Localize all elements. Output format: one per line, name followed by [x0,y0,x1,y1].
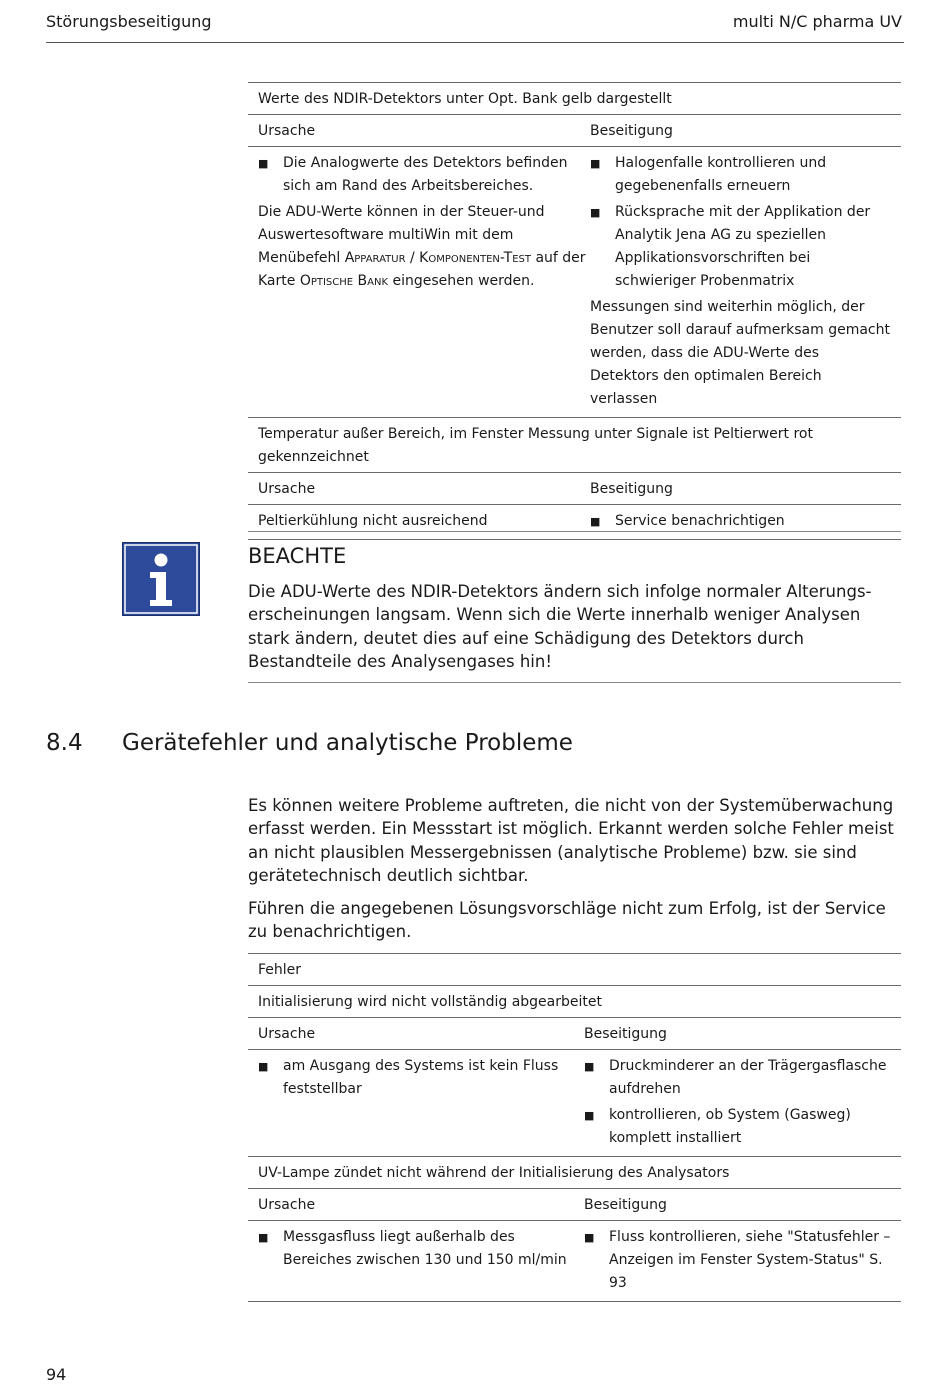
column-header-row [248,114,901,146]
fix-cell [590,510,891,536]
cause-fix-row [248,504,901,540]
section-paragraph: Es können weitere Probleme auftreten, die nicht von der Systemüberwachung erfasst werden. Ein Messstart ist möglich. Erkannt werden solche Fehler meist an nicht plausiblen Messergebnissen (analytische Probleme) bzw. sie sind gerätetechnisch deutlich sichtbar. [248,796,894,885]
column-header-row [248,1017,901,1049]
cause-fix-row [248,1220,901,1302]
fix-bullet: ■ Halogenfalle kontrollieren und gegebenenfalls erneuern [590,152,891,198]
note-title: BEACHTE [248,544,347,568]
page-number: 94 [46,1365,67,1384]
cause-header: Ursache [258,123,316,139]
section-title: Gerätefehler und analytische Probleme [122,730,573,756]
fix-header: Beseitigung [584,1026,667,1042]
table-header: Fehler [258,962,302,978]
error-title-row [248,417,901,472]
error-title-row [248,1156,901,1188]
cause-cell [258,152,590,414]
error-title-row [248,82,901,114]
fix-bullet: ■ Rücksprache mit der Applikation der Analytik Jena AG zu speziellen Applikationsvorschriften bei schwieriger Probenmatrix [590,201,891,293]
info-icon [122,542,200,616]
fix-bullet: ■ kontrollieren, ob System (Gasweg) komplett installiert [584,1104,891,1150]
fix-text: Messungen sind weiterhin möglich, der Benutzer soll darauf aufmerksam gemacht werden, dass die ADU-Werte des Detektors den optimalen Bereich verlassen [590,299,890,407]
error-title: Werte des NDIR-Detektors unter Opt. Bank gelb dargestellt [258,91,672,107]
cause-bullet: ■ Die Analogwerte des Detektors befinden sich am Rand des Arbeitsbereiches. [258,152,590,198]
cause-bullet: ■ am Ausgang des Systems ist kein Fluss feststellbar [258,1055,584,1101]
note-top-rule [248,531,901,532]
cause-cell: Peltierkühlung nicht ausreichend [258,513,488,529]
error-title: Initialisierung wird nicht vollständig abgearbeitet [258,994,602,1010]
running-header-chapter: Störungsbeseitigung [46,12,212,31]
menu-path: Apparatur / Komponenten-Test [344,250,532,266]
section-number: 8.4 [46,730,83,756]
error-table [248,953,901,1302]
cause-cell [258,1226,584,1298]
note-text: Die ADU-Werte des NDIR-Detektors ändern sich infolge normaler Alterungs-erscheinungen langsam. Wenn sich die Werte innerhalb weniger Analysen stark ändern, deutet dies auf eine Schädigung des Detektors durch Bestandteile des Analysengases hin! [248,582,872,671]
cause-fix-row [248,1049,901,1156]
error-title: UV-Lampe zündet nicht während der Initialisierung des Analysators [258,1165,730,1181]
cause-header: Ursache [258,1197,316,1213]
cause-text: Die ADU-Werte können in der Steuer-und Auswertesoftware multiWin mit dem Menübefehl Apparatur / Komponenten-Test auf der Karte Optische Bank eingesehen werden. [258,204,586,289]
cause-header: Ursache [258,481,316,497]
fix-header: Beseitigung [590,123,673,139]
running-header-product: multi N/C pharma UV [732,12,902,31]
fix-cell [584,1055,891,1153]
cause-cell [258,1055,584,1153]
fix-cell [590,152,891,414]
column-header-row [248,472,901,504]
menu-tab: Optische Bank [299,273,389,289]
fix-bullet: ■ Service benachrichtigen [590,510,891,533]
fix-cell [584,1226,891,1298]
troubleshooting-table-continued [248,82,901,540]
fix-bullet: ■ Druckminderer an der Trägergasflasche aufdrehen [584,1055,891,1101]
fix-header: Beseitigung [590,481,673,497]
header-rule [46,42,904,43]
fix-bullet: ■ Fluss kontrollieren, siehe "Statusfehler – Anzeigen im Fenster System-Status" S. 93 [584,1226,891,1295]
cause-bullet: ■ Messgasfluss liegt außerhalb des Bereiches zwischen 130 und 150 ml/min [258,1226,584,1272]
note-bottom-rule [248,682,901,683]
column-header-row [248,1188,901,1220]
error-title-row [248,985,901,1017]
cause-header: Ursache [258,1026,316,1042]
fix-header: Beseitigung [584,1197,667,1213]
table-header-row [248,953,901,985]
cause-fix-row [248,146,901,417]
error-title: Temperatur außer Bereich, im Fenster Messung unter Signale ist Peltierwert rot gekennzeichnet [258,426,813,465]
section-paragraph: Führen die angegebenen Lösungsvorschläge nicht zum Erfolg, ist der Service zu benachrichtigen. [248,899,886,942]
